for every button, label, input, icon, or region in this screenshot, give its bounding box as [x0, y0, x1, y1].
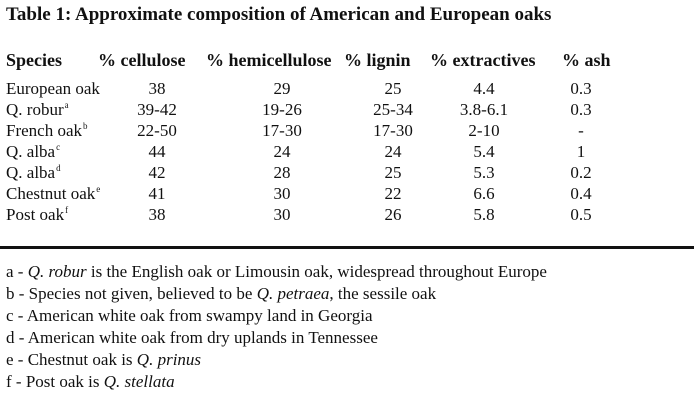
table-row — [6, 163, 690, 184]
species-name: European oak — [6, 79, 100, 98]
footnote-marker: e — [96, 184, 101, 195]
extractives-cell: 5.8 — [473, 205, 495, 224]
extractives-cell: 4.4 — [473, 79, 495, 98]
hemicellulose-cell: 28 — [273, 163, 291, 182]
footnote-text: e - Chestnut oak is — [6, 350, 137, 369]
footnote-italic: Q. prinus — [136, 350, 202, 369]
species-name: French oak — [6, 121, 83, 140]
hemicellulose-cell: 29 — [273, 79, 291, 98]
species-name: Q. robur — [6, 100, 64, 119]
species-name: Q. alba — [6, 142, 56, 161]
footnote-b — [6, 284, 690, 306]
hemicellulose-cell: 17-30 — [262, 121, 302, 140]
species-name: Post oak — [6, 205, 65, 224]
footnote-text: is the English oak or Limousin oak, widespread throughout Europe — [86, 262, 547, 281]
table-header — [6, 50, 690, 72]
footnote-c — [6, 306, 690, 328]
footnote-text: d - American white oak from dry uplands in Tennessee — [6, 328, 378, 347]
table-row — [6, 79, 690, 100]
ash-cell: 0.5 — [570, 205, 592, 224]
ash-cell: 0.3 — [570, 100, 592, 119]
cellulose-cell: 38 — [148, 79, 166, 98]
column-header-extractives: % extractives — [430, 50, 536, 70]
table-row — [6, 121, 690, 142]
lignin-cell: 25 — [384, 79, 402, 98]
footnote-text: f - Post oak is — [6, 372, 104, 391]
cellulose-cell: 42 — [148, 163, 166, 182]
extractives-cell: 5.4 — [473, 142, 495, 161]
footnote-text: c - American white oak from swampy land in Georgia — [6, 306, 373, 325]
cellulose-cell: 41 — [148, 184, 166, 203]
footnotes — [6, 262, 690, 394]
footnote-italic: Q. petraea — [256, 284, 330, 303]
footnote-e — [6, 350, 690, 372]
lignin-cell: 25-34 — [373, 100, 413, 119]
footnote-italic: Q. robur — [27, 262, 87, 281]
hemicellulose-cell: 30 — [273, 205, 291, 224]
column-header-ash: % ash — [562, 50, 611, 70]
lignin-cell: 22 — [384, 184, 402, 203]
extractives-cell: 2-10 — [468, 121, 500, 140]
cellulose-cell: 44 — [148, 142, 166, 161]
extractives-cell: 5.3 — [473, 163, 495, 182]
table-divider — [0, 246, 694, 249]
column-header-species: Species — [6, 50, 62, 70]
species-cell — [6, 163, 61, 183]
column-header-cellulose: % cellulose — [98, 50, 186, 70]
species-cell — [6, 184, 100, 204]
hemicellulose-cell: 30 — [273, 184, 291, 203]
hemicellulose-cell: 24 — [273, 142, 291, 161]
lignin-cell: 17-30 — [373, 121, 413, 140]
footnote-italic: Q. stellata — [103, 372, 175, 391]
species-cell — [6, 205, 68, 225]
species-cell — [6, 121, 88, 141]
species-cell — [6, 79, 101, 99]
table-row — [6, 205, 690, 226]
species-cell — [6, 142, 60, 162]
footnote-marker: f — [65, 205, 69, 216]
species-cell — [6, 100, 69, 120]
lignin-cell: 24 — [384, 142, 402, 161]
table-row — [6, 100, 690, 121]
table-body — [6, 79, 690, 226]
footnote-text: , the sessile oak — [329, 284, 437, 303]
footnote-marker: c — [56, 142, 61, 153]
cellulose-cell: 39-42 — [137, 100, 177, 119]
ash-cell: 0.2 — [570, 163, 592, 182]
table-title: Table 1: Approximate composition of American and European oaks — [6, 4, 552, 25]
footnote-text: a - — [6, 262, 28, 281]
extractives-cell: 6.6 — [473, 184, 495, 203]
footnote-marker: b — [83, 121, 88, 132]
footnote-marker: d — [56, 163, 61, 174]
species-name: Chestnut oak — [6, 184, 96, 203]
cellulose-cell: 22-50 — [137, 121, 177, 140]
lignin-cell: 25 — [384, 163, 402, 182]
footnote-a — [6, 262, 690, 284]
table-row — [6, 142, 690, 163]
species-name: Q. alba — [6, 163, 56, 182]
footnote-text: b - Species not given, believed to be — [6, 284, 257, 303]
table-row — [6, 184, 690, 205]
ash-cell: 0.3 — [570, 79, 592, 98]
footnote-d — [6, 328, 690, 350]
column-header-hemicellulose: % hemicellulose — [206, 50, 332, 70]
ash-cell: 1 — [576, 142, 586, 161]
footnote-f — [6, 372, 690, 394]
ash-cell: 0.4 — [570, 184, 592, 203]
cellulose-cell: 38 — [148, 205, 166, 224]
column-header-lignin: % lignin — [344, 50, 411, 70]
extractives-cell: 3.8-6.1 — [459, 100, 509, 119]
ash-cell: - — [578, 121, 584, 140]
hemicellulose-cell: 19-26 — [262, 100, 302, 119]
lignin-cell: 26 — [384, 205, 402, 224]
footnote-marker: a — [64, 100, 69, 111]
